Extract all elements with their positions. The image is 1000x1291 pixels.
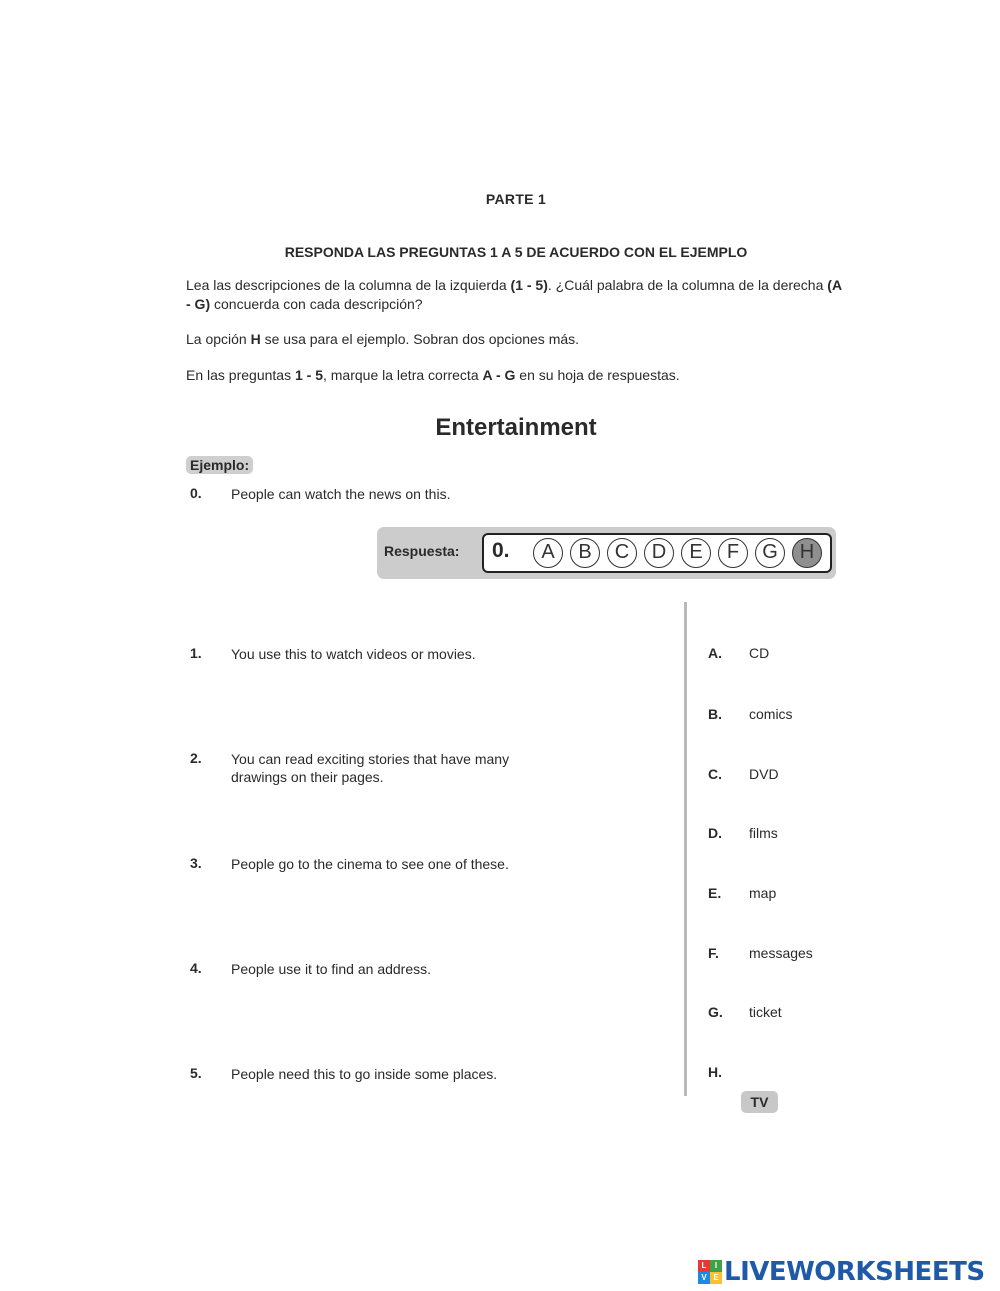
option-letter: G.	[708, 1004, 723, 1020]
option-word: films	[749, 825, 778, 841]
option-letter: A.	[708, 645, 722, 661]
column-divider	[684, 602, 687, 1096]
question-text: You can read exciting stories that have many drawings on their pages.	[231, 751, 510, 785]
option-word: messages	[749, 945, 813, 961]
answer-bubble-d[interactable]: D	[644, 538, 674, 568]
question-text: You use this to watch videos or movies.	[231, 646, 476, 662]
question-text: People go to the cinema to see one of these.	[231, 856, 509, 872]
answer-bubble-g[interactable]: G	[755, 538, 785, 568]
option-word: map	[749, 885, 777, 901]
logo-icon-letter: L	[698, 1260, 710, 1272]
answer-bubble-f[interactable]: F	[718, 538, 748, 568]
part-title: PARTE 1	[485, 191, 547, 207]
option-letter: H.	[708, 1064, 722, 1080]
question-number: 3.	[190, 855, 202, 871]
answer-bubble-h[interactable]: H	[792, 538, 822, 568]
example-number: 0.	[190, 485, 202, 501]
logo-icon-letter: I	[710, 1260, 722, 1272]
logo-icon-letter: E	[710, 1272, 722, 1284]
option-letter: D.	[708, 825, 722, 841]
liveworksheets-icon	[698, 1260, 722, 1284]
answer-bubble-a[interactable]: A	[533, 538, 563, 568]
question-text: People need this to go inside some places.	[231, 1066, 498, 1082]
instruction-title: RESPONDA LAS PREGUNTAS 1 A 5 DE ACUERDO CON EL EJEMPLO	[284, 244, 748, 260]
instruction-paragraph-2: La opción H se usa para el ejemplo. Sobran dos opciones más.	[186, 331, 580, 347]
question-text: People use it to find an address.	[231, 961, 432, 977]
answer-bubble-c[interactable]: C	[607, 538, 637, 568]
example-text: People can watch the news on this.	[231, 486, 451, 502]
question-number: 1.	[190, 645, 202, 661]
tv-answer-chip[interactable]: TV	[741, 1091, 778, 1113]
instruction-paragraph-1: Lea las descripciones de la columna de la izquierda (1 - 5). ¿Cuál palabra de la columna de la derecha (A - G) concuerda con cada descripción?	[186, 277, 842, 312]
question-number: 2.	[190, 750, 202, 766]
option-letter: F.	[708, 945, 719, 961]
logo-icon-letter: V	[698, 1272, 710, 1284]
question-number: 5.	[190, 1065, 202, 1081]
option-letter: E.	[708, 885, 722, 901]
instruction-paragraph-3: En las preguntas 1 - 5, marque la letra correcta A - G en su hoja de respuestas.	[186, 367, 680, 383]
answer-number: 0.	[492, 539, 510, 562]
option-word: DVD	[749, 766, 779, 782]
topic-title: Entertainment	[435, 414, 597, 441]
answer-label: Respuesta:	[384, 543, 460, 559]
liveworksheets-logo	[698, 1257, 985, 1287]
answer-bubble-b[interactable]: B	[570, 538, 600, 568]
option-letter: B.	[708, 706, 722, 722]
option-word: ticket	[749, 1004, 782, 1020]
answer-bubble-e[interactable]: E	[681, 538, 711, 568]
question-number: 4.	[190, 960, 202, 976]
option-word: CD	[749, 645, 770, 661]
logo-text: LIVEWORKSHEETS	[724, 1257, 985, 1287]
option-word: comics	[749, 706, 793, 722]
example-badge: Ejemplo:	[186, 456, 253, 474]
option-letter: C.	[708, 766, 722, 782]
